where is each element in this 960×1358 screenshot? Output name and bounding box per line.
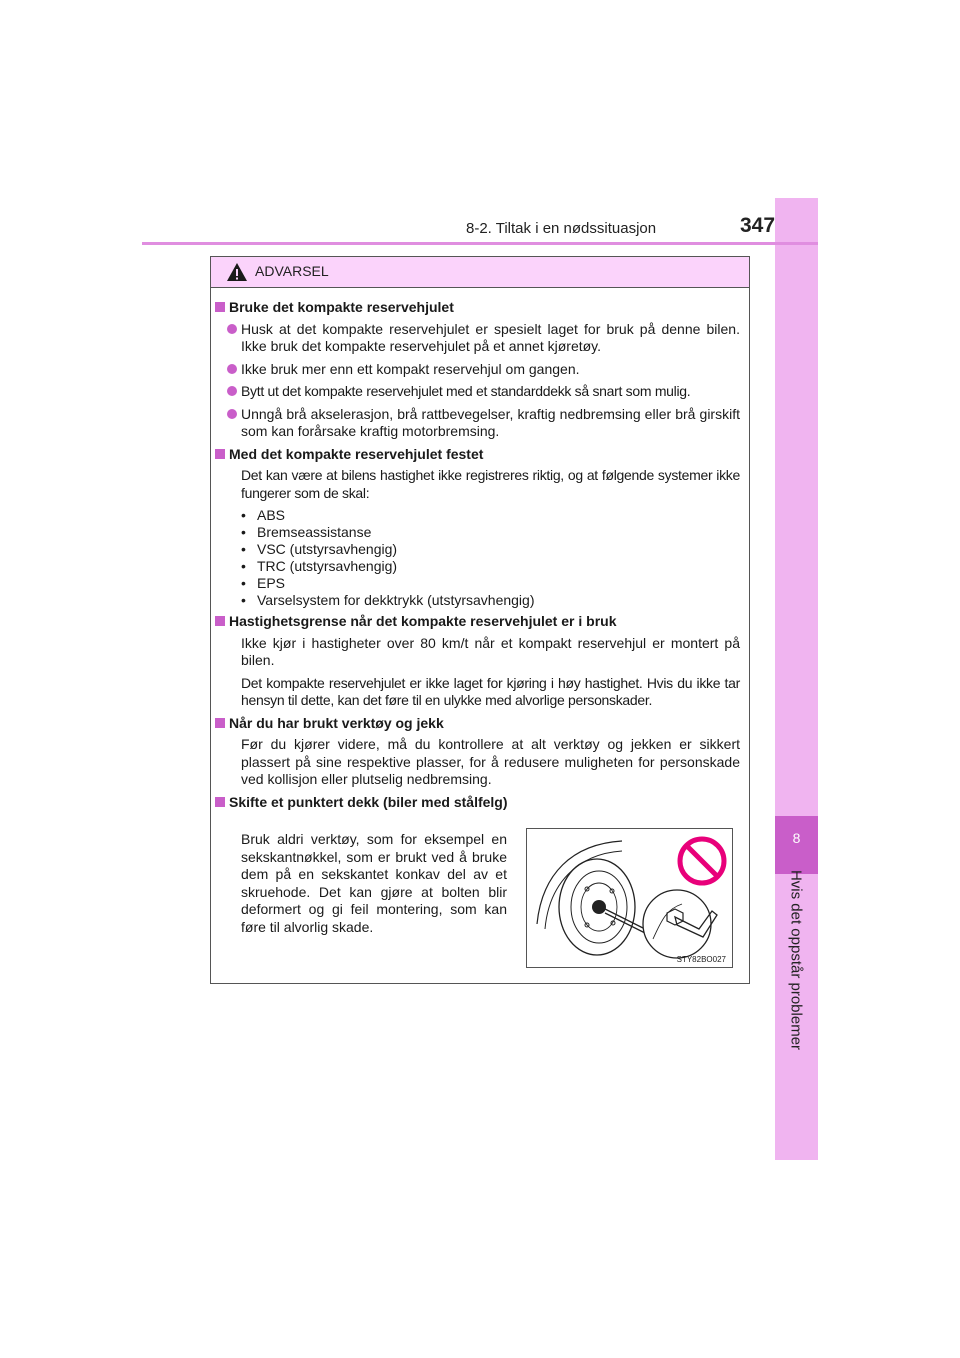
bullet-item: Ikke bruk mer enn ett kompakt reservehjul om gangen.: [211, 361, 747, 379]
square-bullet-icon: [215, 302, 225, 312]
paragraph: Det kan være at bilens hastighet ikke registreres riktig, og at følgende systemer ikke fungerer som de skal:: [241, 467, 740, 501]
heading-compact-spare: Bruke det kompakte reservehjulet: [211, 299, 747, 317]
square-bullet-icon: [215, 449, 225, 459]
paragraph-flat-tire: Bruk aldri verktøy, som for eksempel en sekskantnøkkel, som er brukt ved å bruke dem på en sekskantet konkav del av et skruehode. Det kan gjøre at bolten blir deformert og gi feil montering, som kan føre til alvorlig skade.: [241, 831, 507, 935]
chapter-title: Hvis det oppstår problemer: [787, 869, 805, 1051]
list-item: • Varselsystem for dekktrykk (utstyrsavhengig): [241, 592, 535, 608]
warning-title: ADVARSEL: [255, 263, 329, 279]
warning-triangle-icon: [226, 262, 248, 282]
list-item: • Bremseassistanse: [241, 524, 372, 540]
paragraph: Før du kjører videre, må du kontrollere at alt verktøy og jekken er sikkert plassert på sine respektive plasser, for å redusere muligheten for personskade ved kollisjon eller plutselig nedbremsing.: [241, 736, 740, 787]
paragraph: Det kompakte reservehjulet er ikke laget for kjøring i høy hastighet. Hvis du ikke tar hensyn til dette, kan det føre til en ulykke med alvorlige personskader.: [241, 674, 740, 708]
warning-box: [210, 256, 750, 984]
list-item: • EPS: [241, 575, 286, 591]
section-title: 8-2. Tiltak i en nødssituasjon: [466, 220, 657, 237]
square-bullet-icon: [215, 718, 225, 728]
bullet-item: Unngå brå akselerasjon, brå rattbevegelser, kraftig nedbremsing eller brå girskift som kan forårsake kraftig motorbremsing.: [211, 406, 747, 441]
round-bullet-icon: [227, 364, 237, 374]
warning-header: [211, 257, 749, 288]
figure-code: STY82BO027: [676, 955, 726, 964]
heading-speed-limit: Hastighetsgrense når det kompakte reservehjulet er i bruk: [211, 613, 747, 631]
wheel-illustration: [526, 828, 733, 968]
bullet-item: Bytt ut det kompakte reservehjulet med et standarddekk så snart som mulig.: [211, 383, 747, 401]
list-item: • ABS: [241, 507, 286, 523]
round-bullet-icon: [227, 386, 237, 396]
hex-key-prohibited-illustration: [527, 829, 732, 967]
square-bullet-icon: [215, 616, 225, 626]
systems-list: [211, 507, 747, 609]
heading-flat-tire: Skifte et punktert dekk (biler med stålfelg): [211, 794, 747, 812]
round-bullet-icon: [227, 409, 237, 419]
bullet-item: Husk at det kompakte reservehjulet er spesielt laget for bruk på denne bilen. Ikke bruk det kompakte reservehjulet på et annet kjøretøy.: [211, 321, 747, 356]
heading-spare-fitted: Med det kompakte reservehjulet festet: [211, 446, 747, 464]
square-bullet-icon: [215, 797, 225, 807]
list-item: • TRC (utstyrsavhengig): [241, 558, 398, 574]
round-bullet-icon: [227, 324, 237, 334]
heading-tools-jack: Når du har brukt verktøy og jekk: [211, 715, 747, 733]
paragraph: Ikke kjør i hastigheter over 80 km/t når et kompakt reservehjul er montert på bilen.: [241, 634, 740, 668]
list-item: • VSC (utstyrsavhengig): [241, 541, 398, 557]
page-number: 347: [740, 214, 776, 237]
warning-content: [211, 299, 747, 815]
header-rule: [142, 242, 818, 245]
chapter-number: 8: [792, 830, 801, 846]
